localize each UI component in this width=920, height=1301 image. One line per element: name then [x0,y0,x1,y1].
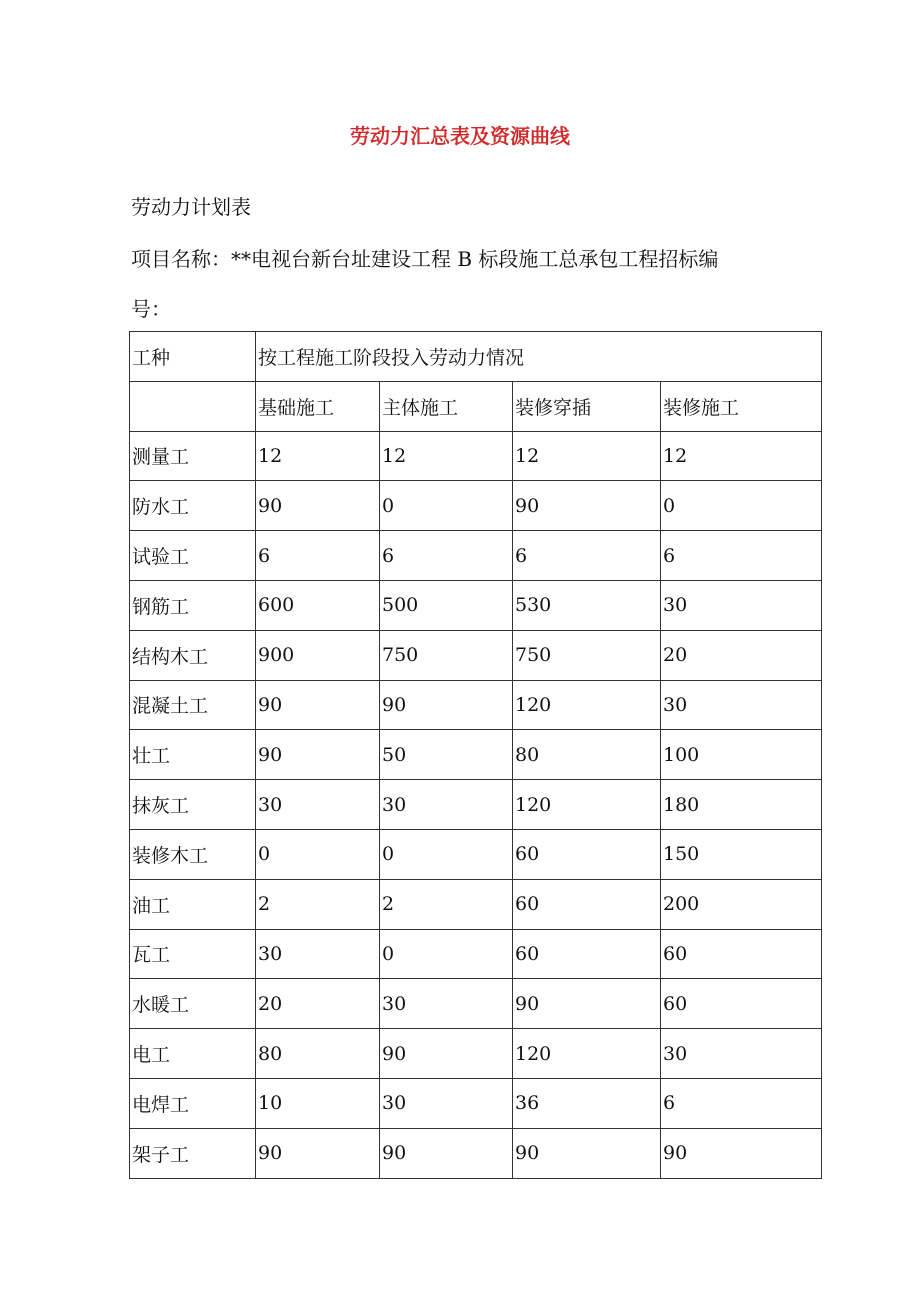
stage-group-header: 按工程施工阶段投入劳动力情况 [256,332,822,382]
worker-count-cell: 36 [513,1078,661,1128]
stage-header-foundation: 基础施工 [256,381,380,431]
worker-count-cell: 120 [513,780,661,830]
worker-count-cell: 30 [380,1078,513,1128]
trade-column-header: 工种 [130,332,256,382]
worker-count-cell: 90 [661,1128,822,1178]
worker-count-cell: 12 [513,431,661,481]
worker-count-cell: 20 [256,979,380,1029]
worker-count-cell: 90 [513,481,661,531]
worker-count-cell: 0 [380,481,513,531]
worker-count-cell: 30 [380,780,513,830]
worker-count-cell: 120 [513,1029,661,1079]
worker-count-cell: 60 [513,879,661,929]
table-row [130,580,822,630]
stage-header-decoration: 装修施工 [661,381,822,431]
trade-name-cell: 水暖工 [130,979,256,1029]
worker-count-cell: 0 [661,481,822,531]
trade-name-cell: 壮工 [130,730,256,780]
worker-count-cell: 30 [661,580,822,630]
project-name-line: 项目名称：**电视台新台址建设工程 B 标段施工总承包工程招标编 [131,247,719,271]
worker-count-cell: 0 [380,929,513,979]
worker-count-cell: 750 [380,630,513,680]
table-row [130,680,822,730]
worker-count-cell: 60 [513,829,661,879]
trade-name-cell: 防水工 [130,481,256,531]
worker-count-cell: 90 [380,680,513,730]
worker-count-cell: 150 [661,829,822,879]
table-row [130,431,822,481]
trade-name-cell: 装修木工 [130,829,256,879]
trade-name-cell: 钢筋工 [130,580,256,630]
worker-count-cell: 10 [256,1078,380,1128]
worker-count-cell: 30 [661,1029,822,1079]
trade-name-cell: 电焊工 [130,1078,256,1128]
table-row [130,1078,822,1128]
table-row [130,780,822,830]
trade-name-cell: 油工 [130,879,256,929]
stage-header-row [130,381,822,431]
trade-name-cell: 试验工 [130,531,256,581]
trade-name-cell: 混凝土工 [130,680,256,730]
worker-count-cell: 90 [256,481,380,531]
worker-count-cell: 900 [256,630,380,680]
worker-count-cell: 6 [513,531,661,581]
worker-count-cell: 60 [513,929,661,979]
worker-count-cell: 6 [661,1078,822,1128]
table-row [130,879,822,929]
worker-count-cell: 30 [256,929,380,979]
table-row [130,929,822,979]
table-row [130,730,822,780]
worker-count-cell: 6 [661,531,822,581]
worker-count-cell: 90 [513,979,661,1029]
trade-name-cell: 抹灰工 [130,780,256,830]
table-row [130,829,822,879]
worker-count-cell: 500 [380,580,513,630]
worker-count-cell: 6 [256,531,380,581]
worker-count-cell: 12 [380,431,513,481]
stage-header-structure: 主体施工 [380,381,513,431]
worker-count-cell: 100 [661,730,822,780]
worker-count-cell: 200 [661,879,822,929]
worker-count-cell: 30 [380,979,513,1029]
worker-count-cell: 90 [256,730,380,780]
table-row [130,481,822,531]
worker-count-cell: 530 [513,580,661,630]
worker-count-cell: 90 [380,1029,513,1079]
worker-count-cell: 2 [380,879,513,929]
stage-header-decoration-interleave: 装修穿插 [513,381,661,431]
trade-name-cell: 结构木工 [130,630,256,680]
worker-count-cell: 6 [380,531,513,581]
table-subtitle: 劳动力计划表 [131,195,251,219]
trade-name-cell: 电工 [130,1029,256,1079]
worker-count-cell: 0 [380,829,513,879]
labor-plan-table [129,331,822,1179]
page-title: 劳动力汇总表及资源曲线 [350,124,570,148]
trade-name-cell: 瓦工 [130,929,256,979]
worker-count-cell: 30 [661,680,822,730]
worker-count-cell: 12 [256,431,380,481]
table-row [130,630,822,680]
worker-count-cell: 12 [661,431,822,481]
table-row [130,531,822,581]
trade-name-cell: 测量工 [130,431,256,481]
worker-count-cell: 0 [256,829,380,879]
worker-count-cell: 60 [661,979,822,1029]
worker-count-cell: 90 [513,1128,661,1178]
worker-count-cell: 120 [513,680,661,730]
worker-count-cell: 80 [513,730,661,780]
table-row [130,1128,822,1178]
stage-header-empty-cell [130,381,256,431]
table-row [130,1029,822,1079]
trade-name-cell: 架子工 [130,1128,256,1178]
worker-count-cell: 20 [661,630,822,680]
worker-count-cell: 90 [256,680,380,730]
worker-count-cell: 90 [256,1128,380,1178]
worker-count-cell: 750 [513,630,661,680]
worker-count-cell: 2 [256,879,380,929]
project-name-continuation: 号： [131,297,171,321]
worker-count-cell: 50 [380,730,513,780]
worker-count-cell: 60 [661,929,822,979]
worker-count-cell: 180 [661,780,822,830]
worker-count-cell: 90 [380,1128,513,1178]
worker-count-cell: 600 [256,580,380,630]
worker-count-cell: 80 [256,1029,380,1079]
table-row [130,979,822,1029]
labor-plan-table-body [130,332,822,1179]
table-header-row [130,332,822,382]
worker-count-cell: 30 [256,780,380,830]
